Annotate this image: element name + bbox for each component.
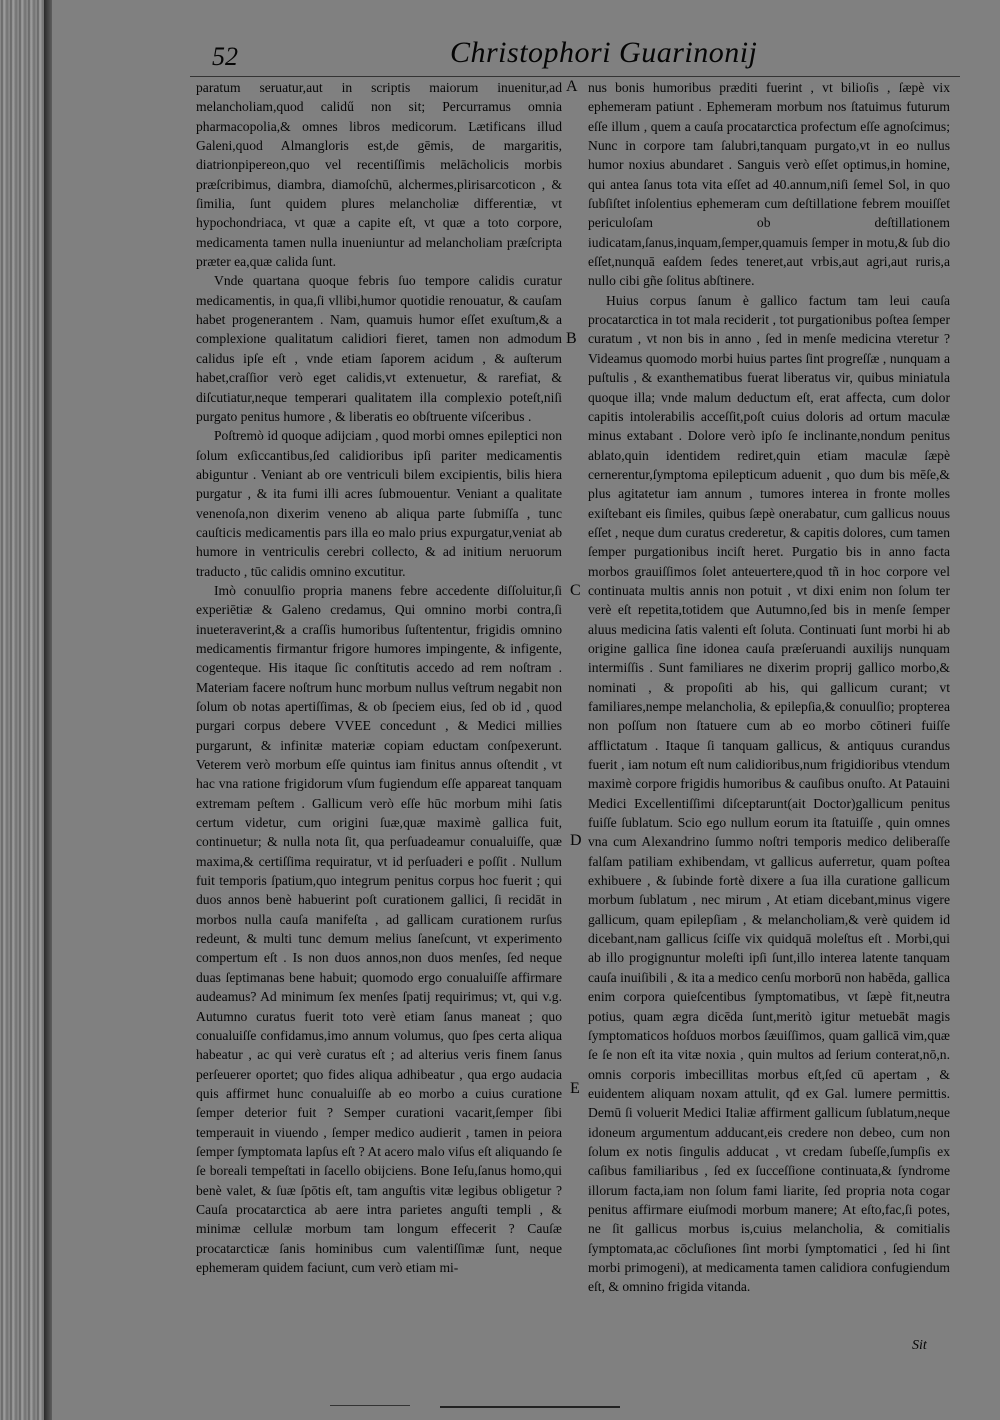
paragraph: Poſtremò id quoque adijciam , quod morbi omnes epileptici non ſolum exſiccantibus,ſed calidioribus ipſi pariter medicamentis abiguntur . Veniant ab ore ventriculi bilem excipientis, bilis hiera purgatur , & ita fumi illi acres ſubmouentur. Veniant a qualitate venenoſa,non dixerim veneno ab aliqua parte ſubmiſſa , tunc cauſticis medicamentis pars illa eo malo prius expurgatur,veniat ab humore in ventriculis cerebri collecto, & ad initium neruorum traducto , tūc calidis omnino excutitur. <box>196 428 562 579</box>
bottom-rule <box>440 1406 620 1408</box>
bottom-rule-left <box>330 1405 410 1406</box>
margin-marker-d: D <box>570 832 582 849</box>
paragraph: nus bonis humoribus præditi fuerint , vt bilioſis , ſæpè vix ephemeram patiunt . Ephemeram morbum nos ſtatuimus futurum eſſe illum , quem a cauſa procatarctica profectum eſſe agnoſcimus; Nunc in corpore tam ſalubri,tanquam purgato,vt in eo nullus humor noxius abundaret . Sanguis verò eſſet optimus,in homine, qui antea ſanus tota vita eſſet ad 40.annum,niſi ſemel Sol, in quo ſubſiſtet inſolentius ephemeram cum deſtillatione febrem mouiſſet periculoſam ob deſtillationem iudicatam,ſanus,inquam,ſemper,quamuis ſemper in motu,& ſub dio eſſet,nunquā eaſdem ſedes teneret,aut vrbis,aut agri,aut ruris,a nullo cibi gñe ſolitus abſtinere. <box>588 80 950 289</box>
binding-fold <box>44 0 52 1420</box>
catchword: Sit <box>912 1338 927 1353</box>
margin-marker-c: C <box>570 582 581 599</box>
page-number: 52 <box>212 42 238 71</box>
header-rule <box>190 76 960 77</box>
left-column <box>196 78 562 1277</box>
margin-marker-a: A <box>566 78 578 95</box>
margin-marker-b: B <box>566 330 577 347</box>
right-column <box>588 78 950 1297</box>
paragraph: Huius corpus ſanum è gallico factum tam leui cauſa procatarctica in tot mala reciderit , tot purgationibus poſtea ſemper curatum , vt non bis in anno , ſed in menſe medicina vteretur ? Videamus quomodo morbi huius partes ſint progreſſæ , nunquam a puſtulis , & exanthematibus fuerat liberatus vir, quibus miniatula quoque illa; vnde malum deductum eſt, erat affecta, cum dolor capitis intolerabilis acceſſit,poſt cuius doloris ad ortum maculæ minus extabant . Dolore verò ipſo ſe inclinante,nondum penitus ablato,quin identidem rediret,quin etiam maculæ ſæpè cernerentur,ſymptoma epilepticum aduenit , quo dum bis mēſe,& plus agitatetur iam annum , tumores interea in fronte molles exiſtebant eis ſimiles, quibus ſæpè onerabatur, cum gallicus nouus eſſet , neque dum curatus crederetur, & capitis dolores, cum tamen ſemper purgationibus inciſt heret. Purgatio bis in anno facta morbos grauiſſimos ſolet anteuertere,quod tñ in hoc corpore vel continuata multis annis non potuit , vt dixi enim non ſolum ter verè eſt repetita,totidem que Autumno,ſed bis in menſe ſemper aluus medicina ſatis valenti eſt ſoluta. Continuati ſunt morbi hi ab origine gallica ſine idonea cauſa præſeruandi auxilijs nunquam intermiſſis . Sunt familiares ne dixerim proprij gallico morbo,& nominati , & propoſiti ab his, qui gallicum curant; vt familiares,nempe melancholia, & epilepſia,& conuulſio; propterea non poſſum non ſtatuere cum ab eo morbo cōtineri fuiſſe afflictatum . Itaque ſi tanquam gallicus, & antiquus curandus fuerit , iam notum eſt num calidioribus,num frigidioribus vtendum maximè corpore frigidis humoribus & cauſibus onuſto. At Patauini Medici Excellentiſſimi diſceptarunt(ait Doctor)gallicum penitus fuiſſe ſublatum. Scio ego nullum eorum ita ſtatuiſſe , quin omnes vna cum Alexandrino ſummo noſtri temporis medico deliberaſſe falſam patiliam exhibendam, vt gallicus auferretur, quam poſtea exhibuere , & ſubinde fortè dixere a ſua illa curatione gallicum morbum ſublatum , nec mirum , At etiam dicebant,minus vigere gallicum, quam epilepſiam , & melancholiam,& verè quidem id dicebant,nam gallicus ſciſſe vix quidquā moleſtus eſt . Morbi,qui ab illo progignuntur moleſti ipſi ſunt,illo interea latente tanquam cauſa inuiſibili , & ita a medico cenſu morborū non habēda, gallica enim corpora quieſcentibus ſymptomatibus, vt ſæpè fit,neutra potius, quam ægra dicēda ſunt,meritò igitur metuebāt magis ſymptomaticos hoſduos morbos ſæuiſſimos, quam gallicā vim,quæ ſe ſe non eſt ita vitæ noxia , quin multos ad ſerium conterat,nō,n. omnis corporis imbecillitas morbus eſt,ſed cū apertam , & euidentem aliquam noxam attulit, qđ ex Gal. lumere permittis. Demū ſi voluerit Medici Italiæ affirment gallicum ſublatum,neque idoneum argumentum adducant,eis credere non debeo, cum non ſolum ex notis ſingulis adducat , vt credam ſubeſſe,ſumpſis ex caſibus familiaribus , ſed ex ſucceſſione continuata,& ſyndrome illorum facta,iam non ſolum fami liarite, ſed propria nota cogar penitus affirmare eiuſmodi morbum manere; At eſto,fac,ſi potes, ne ſit gallicus morbus is,cuius melancholia, & comitialis ſymptomata,ac cōcluſiones ſint morbi ſymptomatici , ſed hi ſint morbi primogeni), at medicamenta tamen calidiora confugiendum eſt, & omnino frigida vitanda. <box>588 292 950 1295</box>
page-gutter <box>0 0 46 1420</box>
paragraph: Imò conuulſio propria manens febre accedente diſſoluitur,ſi experiētiæ & Galeno credamus, Qui omnino morbi contra,ſi inueteraverint,& a craſſis humoribus ſuſtententur, frigidis omnino medicamentis firmantur frigore humores impingente, & infigente, cogenteque. His itaque ſic conſtitutis accedo ad rem noſtram . Materiam facere noſtrum hunc morbum nullus veſtrum negabit non ſolum ob notas apertiſſimas, & ob ſpeciem eius, ſed ob id , quod purgari corpus debere VVEE concedunt , & Medici millies purgarunt, & infinitæ materiæ copiam eductam conſpexerunt. Veterem verò morbum eſſe quintus iam finitus annus oſtendit , vt hac vna ratione frigidorum vſum fugiendum eſſe appareat tanquam extremam peſtem . Gallicum verò eſſe hūc morbum mihi ſatis certum videtur, cum origini ſuæ,quæ maximè gallica fuit, continuetur; & nulla nota ſit, qua perſuadeamur conualuiſſe, quæ maxima,& certiſſima requiratur, vt id perſuaderi e poſſit . Nullum fuit temporis ſpatium,quo integrum penitus corpus hoc fuerit ; qui duos annos benè habuerint poſt curationem gallici, ſi recidāt in morbos nulla cauſa manifeſta , ad gallicam curationem rurſus redeunt, & multi tunc demum melius ſaneſcunt, vt experimento compertum eſt . Is non duos annos,non duos menſes, ſed neque duas ſeptimanas bene habuit; quomodo ergo conualuiſſe affirmare audeamus? Ad minimum ſex menſes ſpatij requirimus; vt, qui v.g. Autumno curatus fuerit toto verè etiam ſanus maneat ; quo conualuiſſe confidamus,imo annum volumus, quo ſpes certa aliqua habeatur , ac qui verè curatus eſt ; ad alterius veris finem ſanus perſeuerer oportet; quo fides aliqua adhibeatur , qua ergo audacia quis affirmet hunc conualuiſſe ab eo morbo a cuius curatione ſemper deterior fuit ? Semper curationi vacarit,ſemper ſibi temperauit in viuendo , ſemper medico audierit , tamen in peiora ſemper ſymptomata lapſus eſt ? At acero malo viſus eſt aliquando ſe ſe boreali tempeſtati in ſacello obijciens. Bone Ieſu,ſanus homo,qui benè valet, & ſuæ ſpōtis eſt, tam anguſtis vitæ legibus obligetur ? Cauſa procatarctica ab aere intra parietes anguſti templi , & minimæ cellulæ morbum tam longum effecerit ? Cauſæ procatarcticæ ſanis hominibus cum valentiſſimæ ſunt, neque ephemeram quidem faciunt, cum verò etiam mi- <box>196 582 562 1275</box>
paragraph: Vnde quartana quoque febris ſuo tempore calidis curatur medicamentis, in qua,ſi vllibi,humor quotidie renouatur, & cauſam habet progenerantem . Nam, quamuis humor eſſet exuſtum,& a complexione qualitatum calidiori fieret, tamen non admodum calidus ipſe eſt , vnde etiam ſaporem acidum , & auſterum habet,craſſior verò eget calidis,vt extenuetur, & rarefiat, & diſcutiatur,neque temperari qualitatem illa complexio poteſt,niſi purgato penitus humore , & liberatis eo obſtruente viſceribus . <box>196 273 562 424</box>
paragraph: paratum seruatur,aut in scriptis maiorum inuenitur,ad melancholiam,quod calidű non sit; Percurramus omnia pharmacopolia,& omnes libros medicorum. Lætificans illud Galeni,quod Almangloris est,de gēmis, de margaritis, diatrionpipereon,quo vel recentiſſimis melācholicis morbis præſcribimus, diambra, diamoſchū, alchermes,plirisarcoticon , & ſimilia, ſunt quidem plures melancholiæ differentiæ, vt hypochondriaca, vt quæ a capite eſt, vt quæ a toto corpore, medicamenta tamen nulla inueniuntur ad melancholiam præſcripta præter ea,quæ calida ſunt. <box>196 80 562 270</box>
running-head: Christophori Guarinonij <box>450 36 758 69</box>
margin-marker-e: E <box>570 1080 580 1097</box>
